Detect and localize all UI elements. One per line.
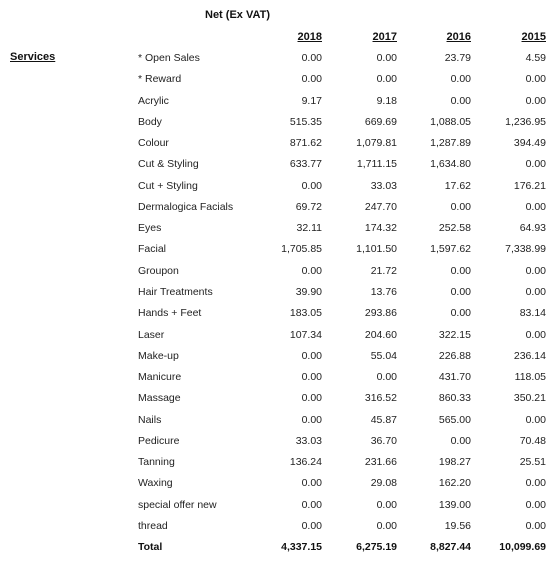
row-label: Cut & Styling (138, 158, 199, 170)
row-value-2015: 394.49 (513, 137, 546, 149)
row-label: Tanning (138, 456, 175, 468)
row-label: Make-up (138, 350, 179, 362)
row-value-2017: 9.18 (376, 95, 397, 107)
row-value-2018: 1,705.85 (281, 243, 322, 255)
row-value-2017: 316.52 (364, 392, 397, 404)
section-label-services: Services (10, 51, 56, 63)
row-value-2016: 0.00 (450, 307, 471, 319)
row-value-2016: 162.20 (438, 477, 471, 489)
row-value-2015: 0.00 (525, 414, 546, 426)
row-value-2018: 0.00 (301, 350, 322, 362)
row-value-2018: 0.00 (301, 265, 322, 277)
row-value-2015: 70.48 (519, 435, 546, 447)
row-label: Body (138, 116, 162, 128)
row-value-2017: 1,079.81 (356, 137, 397, 149)
row-value-2017: 36.70 (370, 435, 397, 447)
row-value-2018: 871.62 (289, 137, 322, 149)
row-value-2015: 0.00 (525, 329, 546, 341)
row-label: Waxing (138, 477, 173, 489)
row-value-2016: 0.00 (450, 95, 471, 107)
row-value-2016: 17.62 (444, 180, 471, 192)
row-value-2018: 39.90 (295, 286, 322, 298)
row-value-2017: 669.69 (364, 116, 397, 128)
row-label: thread (138, 520, 168, 532)
row-value-2016: 0.00 (450, 265, 471, 277)
row-value-2017: 45.87 (370, 414, 397, 426)
row-value-2016: 139.00 (438, 499, 471, 511)
table-row (0, 201, 556, 222)
row-value-2017: 204.60 (364, 329, 397, 341)
row-value-2017: 0.00 (376, 52, 397, 64)
row-label: Eyes (138, 222, 162, 234)
row-value-2015: 0.00 (525, 95, 546, 107)
total-value-2017: 6,275.19 (356, 541, 397, 553)
row-value-2017: 1,101.50 (356, 243, 397, 255)
row-value-2015: 0.00 (525, 158, 546, 170)
row-value-2017: 293.86 (364, 307, 397, 319)
total-label: Total (138, 541, 163, 553)
row-value-2017: 0.00 (376, 520, 397, 532)
row-value-2017: 0.00 (376, 499, 397, 511)
table-row (0, 158, 556, 179)
row-label: Dermalogica Facials (138, 201, 234, 213)
row-value-2015: 83.14 (519, 307, 546, 319)
row-value-2016: 322.15 (438, 329, 471, 341)
row-value-2018: 0.00 (301, 414, 322, 426)
row-value-2018: 33.03 (295, 435, 322, 447)
row-value-2017: 247.70 (364, 201, 397, 213)
row-value-2016: 198.27 (438, 456, 471, 468)
table-row (0, 435, 556, 456)
row-value-2018: 9.17 (301, 95, 322, 107)
row-value-2017: 13.76 (370, 286, 397, 298)
row-value-2018: 0.00 (301, 499, 322, 511)
row-value-2017: 0.00 (376, 371, 397, 383)
row-value-2017: 33.03 (370, 180, 397, 192)
row-value-2015: 0.00 (525, 201, 546, 213)
table-row (0, 350, 556, 371)
table-row (0, 329, 556, 350)
row-value-2018: 107.34 (289, 329, 322, 341)
row-value-2017: 231.66 (364, 456, 397, 468)
row-value-2015: 0.00 (525, 265, 546, 277)
table-row (0, 95, 556, 116)
table-row (0, 73, 556, 94)
row-value-2015: 4.59 (525, 52, 546, 64)
table-row (0, 137, 556, 158)
row-value-2016: 0.00 (450, 286, 471, 298)
row-value-2015: 0.00 (525, 73, 546, 85)
total-value-2018: 4,337.15 (281, 541, 322, 553)
row-label: Colour (138, 137, 169, 149)
row-value-2018: 0.00 (301, 477, 322, 489)
row-value-2015: 0.00 (525, 477, 546, 489)
row-label: Acrylic (138, 95, 169, 107)
table-row (0, 116, 556, 137)
table-row (0, 392, 556, 413)
row-value-2016: 0.00 (450, 201, 471, 213)
table-row (0, 371, 556, 392)
row-label: Manicure (138, 371, 182, 383)
row-label: Hair Treatments (138, 286, 213, 298)
row-value-2015: 0.00 (525, 499, 546, 511)
row-label: Nails (138, 414, 162, 426)
table-row (0, 520, 556, 541)
row-value-2015: 118.05 (514, 371, 546, 383)
table-row (0, 286, 556, 307)
row-value-2015: 350.21 (513, 392, 546, 404)
row-value-2015: 1,236.95 (505, 116, 546, 128)
table-row (0, 456, 556, 477)
row-value-2018: 0.00 (301, 520, 322, 532)
table-row (0, 477, 556, 498)
row-value-2016: 0.00 (450, 435, 471, 447)
row-value-2018: 136.24 (289, 456, 322, 468)
row-value-2015: 236.14 (513, 350, 546, 362)
row-value-2018: 69.72 (295, 201, 322, 213)
row-value-2018: 633.77 (289, 158, 322, 170)
year-header-2015: 2015 (521, 31, 546, 43)
row-label: Hands + Feet (138, 307, 202, 319)
row-value-2016: 1,597.62 (430, 243, 471, 255)
row-value-2018: 0.00 (301, 180, 322, 192)
row-value-2015: 176.21 (513, 180, 546, 192)
row-label: Cut + Styling (138, 180, 198, 192)
row-label: Laser (138, 329, 165, 341)
table-row (0, 243, 556, 264)
row-value-2016: 1,287.89 (430, 137, 471, 149)
row-value-2016: 1,634.80 (430, 158, 471, 170)
total-value-2015: 10,099.69 (499, 541, 546, 553)
row-value-2016: 565.00 (438, 414, 471, 426)
row-value-2017: 0.00 (376, 73, 397, 85)
row-value-2016: 23.79 (444, 52, 471, 64)
row-value-2016: 19.56 (444, 520, 471, 532)
row-value-2018: 0.00 (301, 73, 322, 85)
row-value-2018: 32.11 (296, 222, 322, 234)
row-value-2018: 0.00 (301, 52, 322, 64)
table-row (0, 307, 556, 328)
row-value-2017: 1,711.15 (356, 158, 397, 170)
row-value-2017: 29.08 (370, 477, 397, 489)
year-header-2016: 2016 (446, 31, 471, 43)
row-label: Groupon (138, 265, 179, 277)
row-value-2018: 183.05 (289, 307, 322, 319)
row-label: Facial (138, 243, 167, 255)
row-value-2015: 0.00 (525, 520, 546, 532)
table-row (0, 265, 556, 286)
row-value-2016: 431.70 (438, 371, 471, 383)
row-value-2015: 25.51 (519, 456, 546, 468)
year-header-2017: 2017 (372, 31, 397, 43)
report-title: Net (Ex VAT) (205, 9, 270, 21)
row-value-2015: 64.93 (519, 222, 546, 234)
table-row (0, 499, 556, 520)
year-header-row (0, 31, 556, 52)
row-label: special offer new (138, 499, 217, 511)
table-row (0, 414, 556, 435)
row-value-2016: 860.33 (438, 392, 471, 404)
row-value-2018: 0.00 (301, 371, 322, 383)
row-value-2017: 55.04 (370, 350, 397, 362)
total-row (0, 541, 556, 562)
row-value-2016: 0.00 (450, 73, 471, 85)
row-label: Pedicure (138, 435, 180, 447)
table-row (0, 52, 556, 73)
table-row (0, 180, 556, 201)
row-value-2016: 226.88 (438, 350, 471, 362)
row-value-2015: 7,338.99 (505, 243, 546, 255)
row-value-2015: 0.00 (525, 286, 546, 298)
row-value-2018: 515.35 (289, 116, 322, 128)
row-value-2017: 21.72 (370, 265, 397, 277)
table-row (0, 222, 556, 243)
row-value-2016: 252.58 (438, 222, 471, 234)
row-value-2018: 0.00 (301, 392, 322, 404)
row-label: * Open Sales (138, 52, 200, 64)
row-label: Massage (138, 392, 181, 404)
year-header-2018: 2018 (297, 31, 322, 43)
total-value-2016: 8,827.44 (430, 541, 471, 553)
row-value-2016: 1,088.05 (430, 116, 471, 128)
row-value-2017: 174.32 (364, 222, 397, 234)
row-label: * Reward (138, 73, 182, 85)
